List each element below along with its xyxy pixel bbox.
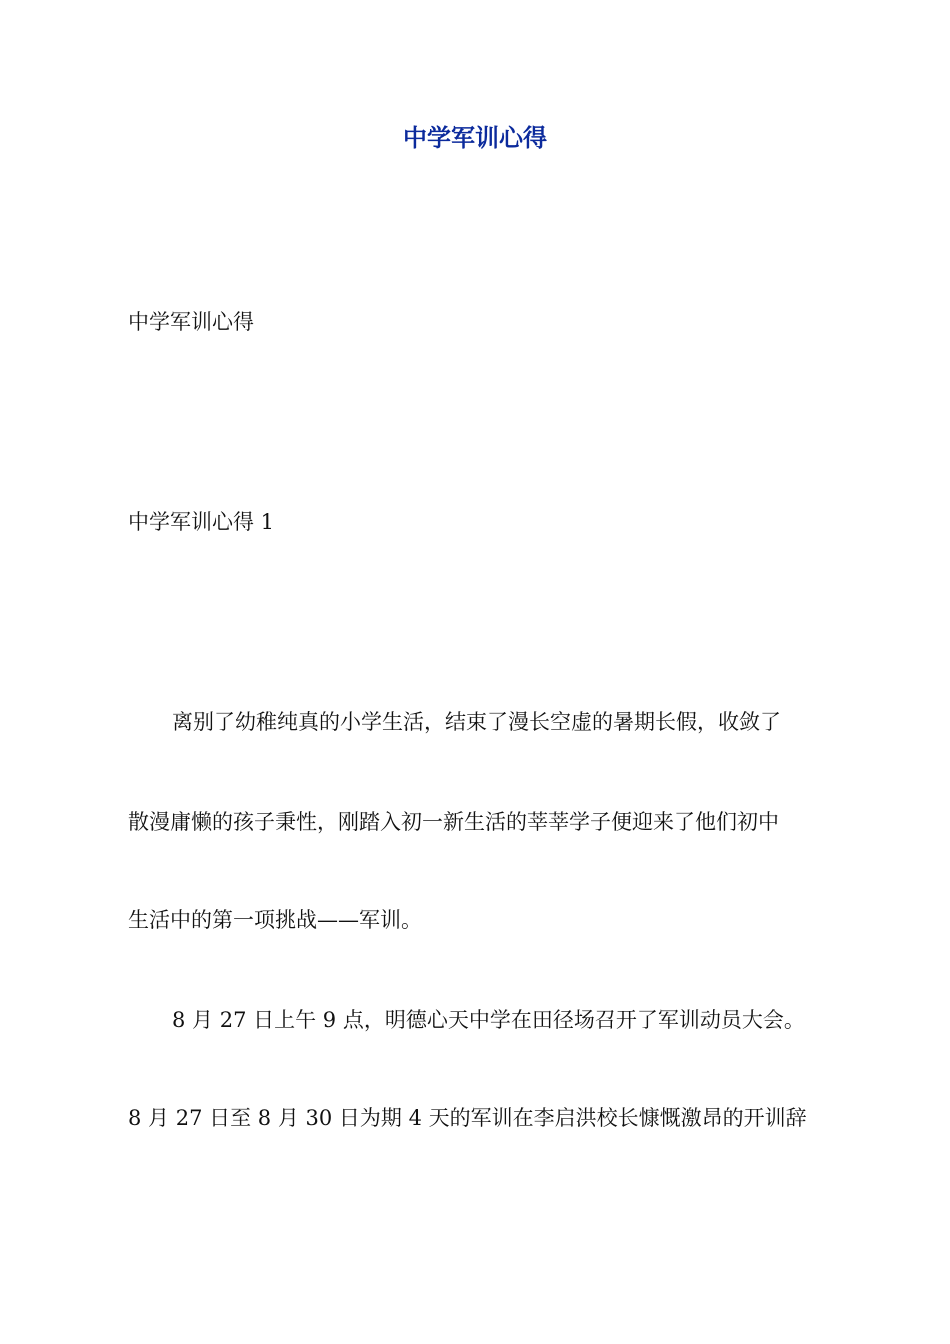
paragraph-2-line-2: 8 月 27 日至 8 月 30 日为期 4 天的军训在李启洪校长慷慨激昂的开训辞: [128, 1106, 807, 1130]
section-heading: 中学军训心得 1: [128, 510, 275, 534]
paragraph-1-line-2: 散漫庸懒的孩子秉性，刚踏入初一新生活的莘莘学子便迎来了他们初中: [128, 810, 779, 834]
paragraph-2-line-1: 8 月 27 日上午 9 点，明德心天中学在田径场召开了军训动员大会。: [172, 1008, 805, 1032]
paragraph-1-line-3: 生活中的第一项挑战——军训。: [128, 908, 422, 932]
paragraph-1-line-1: 离别了幼稚纯真的小学生活，结束了漫长空虚的暑期长假，收敛了: [172, 710, 781, 734]
subtitle: 中学军训心得: [128, 310, 254, 334]
document-title: 中学军训心得: [403, 124, 547, 152]
